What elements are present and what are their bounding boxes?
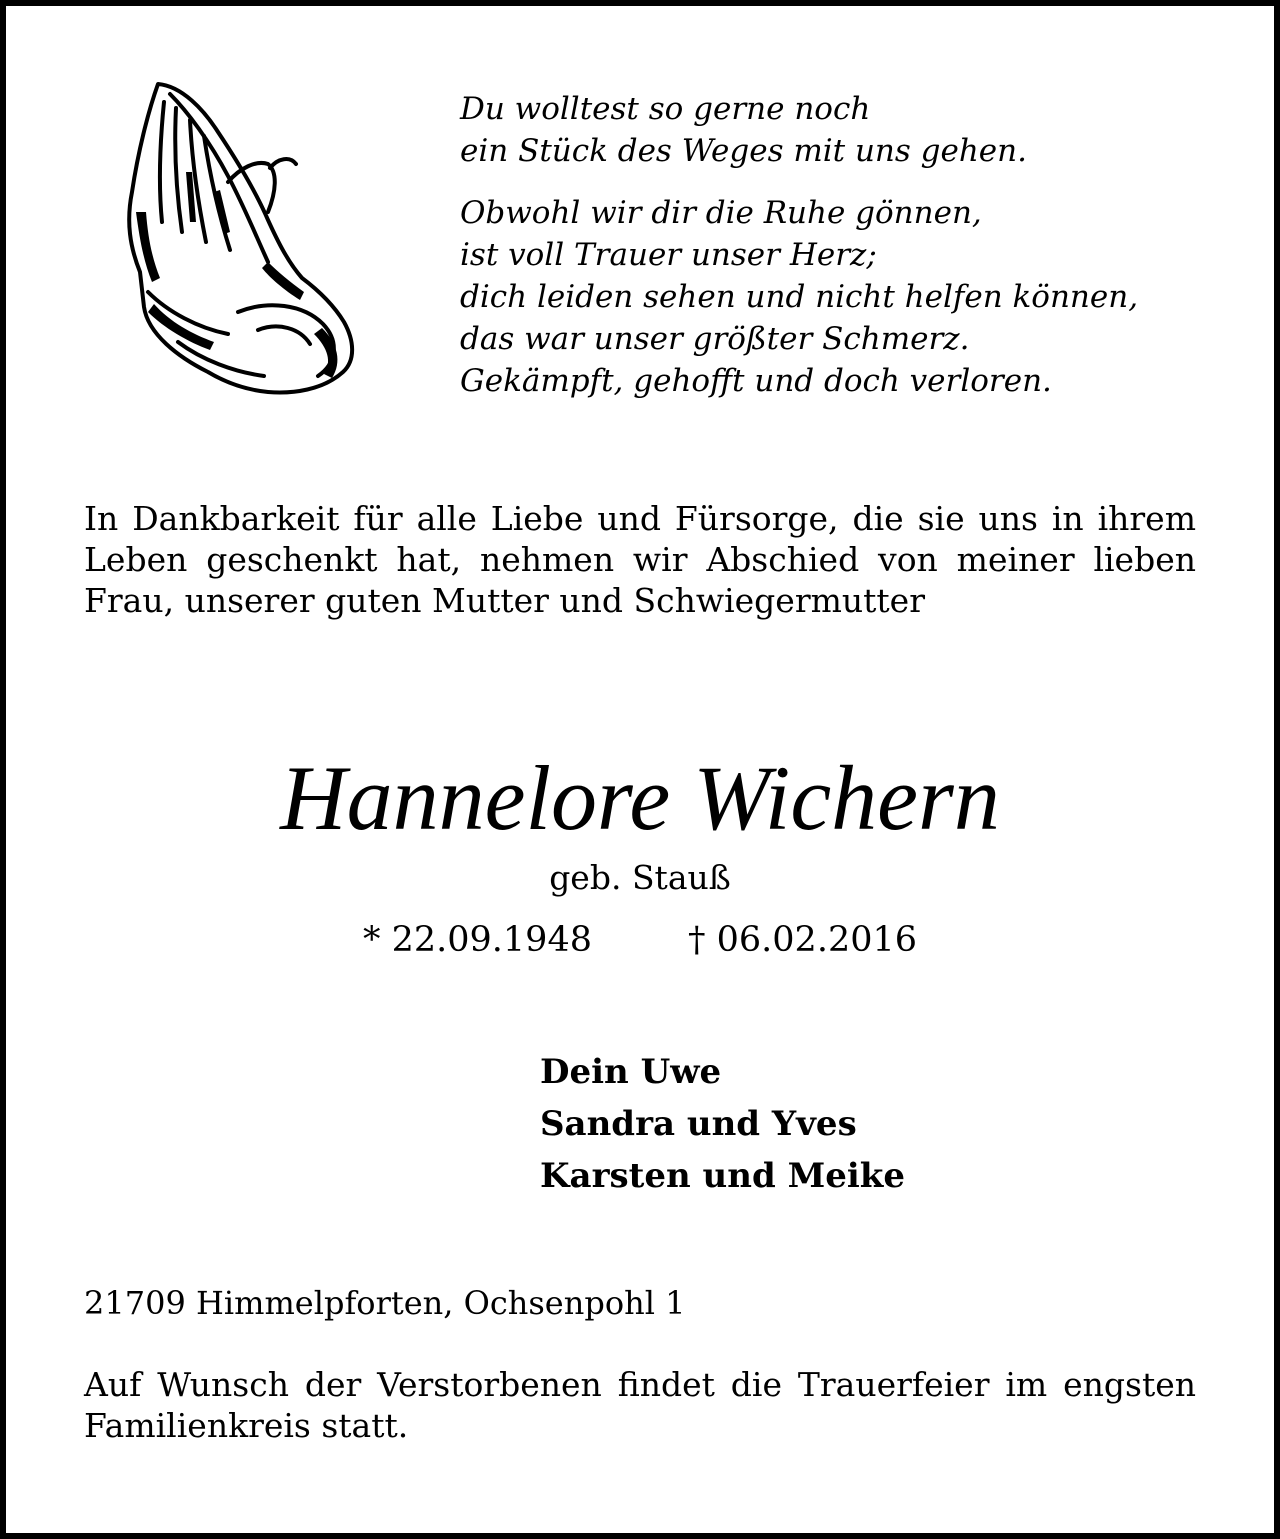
deceased-name: Hannelore Wichern [280,747,1000,849]
praying-hands-icon [118,72,368,402]
address: 21709 Himmelpforten, Ochsenpohl 1 [84,1284,686,1322]
birth-date: * 22.09.1948 [362,920,592,960]
family-signatures [540,1046,905,1202]
poem [460,88,1240,422]
death-date: † 06.02.2016 [688,920,918,960]
family-member: Sandra und Yves [540,1104,857,1144]
poem-line: das war unser größter Schmerz. [460,321,970,357]
poem-line: dich leiden sehen und nicht helfen können, [460,279,1139,315]
birth-name: geb. Stauß [549,858,731,897]
intro-text: In Dankbarkeit für alle Liebe und Fürsorge, die sie uns in ihrem Leben geschenkt hat, nehmen wir Abschied von meiner lieben Frau, unserer guten Mutter und Schwiegermutter [84,499,1196,620]
poem-line: Du wolltest so gerne noch [460,91,871,127]
poem-stanza-2 [460,192,1240,402]
poem-line: Gekämpft, gehofft und doch verloren. [460,363,1052,399]
family-member: Karsten und Meike [540,1156,905,1196]
poem-line: Obwohl wir dir die Ruhe gönnen, [460,195,982,231]
funeral-notice: Auf Wunsch der Verstorbenen findet die Trauerfeier im engsten Familienkreis statt. [84,1365,1196,1445]
poem-line: ein Stück des Weges mit uns gehen. [460,133,1027,169]
family-member: Dein Uwe [540,1052,722,1092]
life-dates [0,918,1280,962]
poem-stanza-1 [460,88,1240,172]
poem-line: ist voll Trauer unser Herz; [460,237,877,273]
